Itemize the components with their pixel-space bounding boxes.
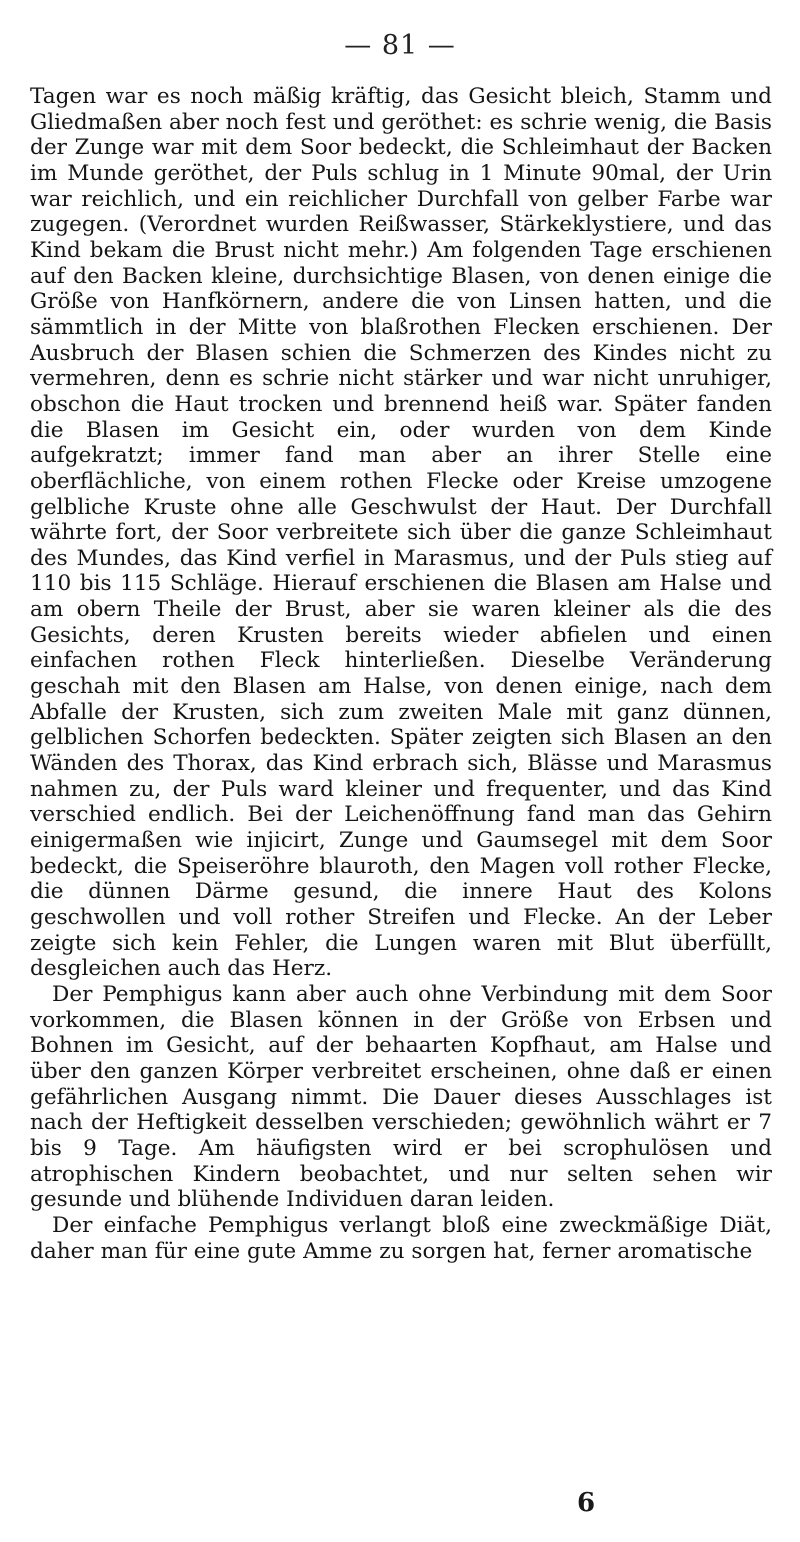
signature-mark: 6 [577, 1488, 596, 1518]
paragraph-2: Der Pemphigus kann aber auch ohne Verbindung mit dem Soor vorkommen, die Blasen können in der Größe von Erbsen und Bohnen im Gesicht, auf der behaarten Kopfhaut, am Halse und über den ganzen Körper verbreitet erscheinen, ohne daß er einen gefährlichen Ausgang nimmt. Die Dauer dieses Ausschlages ist nach der Heftigkeit desselben verschieden; gewöhnlich währt er 7 bis 9 Tage. Am häufigsten wird er bei scrophulösen und atrophischen Kindern beobachtet, und nur selten sehen wir gesunde und blühende Individuen daran leiden. [30, 981, 772, 1213]
page-number-header: — 81 — [344, 30, 456, 61]
paragraph-1: Tagen war es noch mäßig kräftig, das Gesicht bleich, Stamm und Gliedmaßen aber noch fest und geröthet: es schrie wenig, die Basis der Zunge war mit dem Soor bedeckt, die Schleimhaut der Backen im Munde geröthet, der Puls schlug in 1 Minute 90mal, der Urin war reichlich, und ein reichlicher Durchfall von gelber Farbe war zugegen. (Verordnet wurden Reißwasser, Stärkeklystiere, und das Kind bekam die Brust nicht mehr.) Am folgenden Tage erschienen auf den Backen kleine, durchsichtige Blasen, von denen einige die Größe von Hanfkörnern, andere die von Linsen hatten, und die sämmtlich in der Mitte von blaßrothen Flecken erschienen. Der Ausbruch der Blasen schien die Schmerzen des Kindes nicht zu vermehren, denn es schrie nicht stärker und war nicht unruhiger, obschon die Haut trocken und brennend heiß war. Später fanden die Blasen im Gesicht ein, oder wurden von dem Kinde aufgekratzt; immer fand man aber an ihrer Stelle eine oberflächliche, von einem rothen Flecke oder Kreise umzogene gelbliche Kruste ohne alle Geschwulst der Haut. Der Durchfall währte fort, der Soor verbreitete sich über die ganze Schleimhaut des Mundes, das Kind verfiel in Marasmus, und der Puls stieg auf 110 bis 115 Schläge. Hierauf erschienen die Blasen am Halse und am obern Theile der Brust, aber sie waren kleiner als die des Gesichts, deren Krusten bereits wieder abfielen und einen einfachen rothen Fleck hinterließen. Dieselbe Veränderung geschah mit den Blasen am Halse, von denen einige, nach dem Abfalle der Krusten, sich zum zweiten Male mit ganz dünnen, gelblichen Schorfen bedeckten. Später zeigten sich Blasen an den Wänden des Thorax, das Kind erbrach sich, Blässe und Marasmus nahmen zu, der Puls ward kleiner und frequenter, und das Kind verschied endlich. Bei der Leichenöffnung fand man das Gehirn einigermaßen wie injicirt, Zunge und Gaumsegel mit dem Soor bedeckt, die Speiseröhre blauroth, den Magen voll rother Flecke, die dünnen Därme gesund, die innere Haut des Kolons geschwollen und voll rother Streifen und Flecke. An der Leber zeigte sich kein Fehler, die Lungen waren mit Blut überfüllt, desgleichen auch das Herz. [30, 84, 772, 982]
body-text [30, 84, 772, 1264]
paragraph-3: Der einfache Pemphigus verlangt bloß eine zweckmäßige Diät, daher man für eine gute Amme zu sorgen hat, ferner aromatische [30, 1212, 772, 1264]
